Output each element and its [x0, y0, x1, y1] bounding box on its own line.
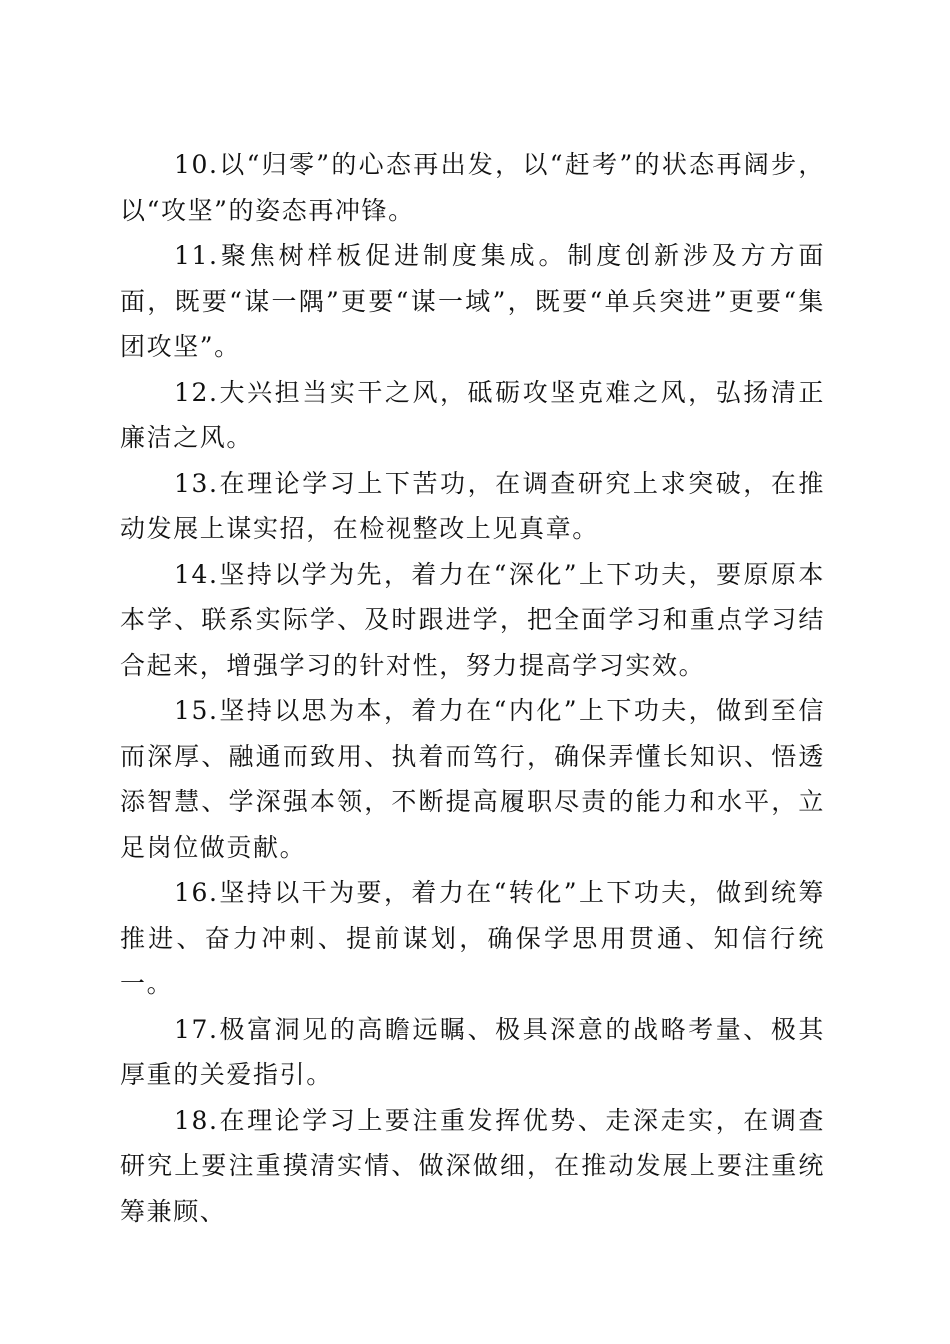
paragraph-16: 16.坚持以干为要，着力在“转化”上下功夫，做到统筹推进、奋力冲刺、提前谋划，确保学思用贯通、知信行统一。 — [120, 878, 825, 998]
paragraph-13: 13.在理论学习上下苦功，在调查研究上求突破，在推动发展上谋实招，在检视整改上见真章。 — [120, 468, 825, 543]
paragraph-10: 10.以“归零”的心态再出发，以“赶考”的状态再阔步，以“攻坚”的姿态再冲锋。 — [120, 150, 825, 225]
paragraph-14: 14.坚持以学为先，着力在“深化”上下功夫，要原原本本学、联系实际学、及时跟进学，把全面学习和重点学习结合起来，增强学习的针对性，努力提高学习实效。 — [120, 559, 825, 680]
paragraph-15: 15.坚持以思为本，着力在“内化”上下功夫，做到至信而深厚、融通而致用、执着而笃行，确保弄懂长知识、悟透添智慧、学深强本领，不断提高履职尽责的能力和水平，立足岗位做贡献。 — [120, 696, 825, 862]
paragraph-18: 18.在理论学习上要注重发挥优势、走深走实，在调查研究上要注重摸清实情、做深做细，在推动发展上要注重统筹兼顾、 — [120, 1105, 825, 1226]
paragraph-17: 17.极富洞见的高瞻远瞩、极具深意的战略考量、极其厚重的关爱指引。 — [120, 1014, 825, 1089]
document-body — [120, 142, 825, 1234]
paragraph-11: 11.聚焦树样板促进制度集成。制度创新涉及方方面面，既要“谋一隅”更要“谋一域”，既要“单兵突进”更要“集团攻坚”。 — [120, 241, 825, 361]
paragraph-12: 12.大兴担当实干之风，砥砺攻坚克难之风，弘扬清正廉洁之风。 — [120, 377, 825, 452]
